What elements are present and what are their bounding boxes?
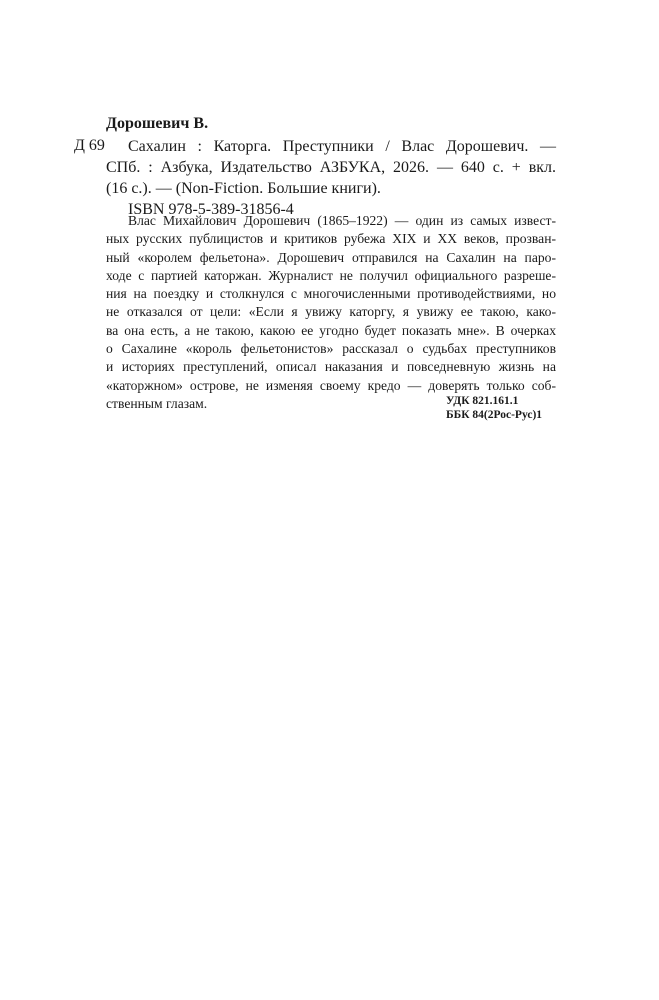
bibliographic-description [106,136,556,220]
annotation-line: не отказался от цели: «Если я увижу каторгу, я увижу ее такою, како- [106,304,556,320]
author-code: Д 69 [74,137,105,154]
annotation-line: «каторжном» острове, не изменяя своему кредо — доверять только соб- [106,377,556,393]
author-heading: Дорошевич В. [106,115,209,132]
bibliographic-line: Сахалин : Каторга. Преступники / Влас Дорошевич. — [128,138,556,155]
bibliographic-line: (16 с.). — (Non-Fiction. Большие книги). [106,180,381,197]
annotation-line: о Сахалине «король фельетонистов» рассказал о судьбах преступников [106,341,556,357]
annotation-line: ходе с партией каторжан. Журналист не получил официального разреше- [106,267,556,283]
annotation [106,212,556,413]
annotation-line: ва она есть, а не такою, какою ее угодно будет показать мне». В очерках [106,322,556,338]
annotation-line: ственным глазам. [106,395,208,411]
bbk-code: ББК 84(2Рос-Рус)1 [446,409,543,421]
annotation-line: ный «королем фельетона». Дорошевич отправился на Сахалин на паро- [106,249,556,265]
annotation-line: Влас Михайлович Дорошевич (1865–1922) — один из самых извест- [128,213,556,228]
bibliographic-line: СПб. : Азбука, Издательство АЗБУКА, 2026. — 640 с. + вкл. [106,159,556,176]
classification-codes [400,394,556,422]
annotation-line: и историях преступлений, описал наказания и повседневную жизнь на [106,359,556,375]
udk-code: УДК 821.161.1 [446,395,519,407]
isbn: ISBN 978-5-389-31856-4 [128,201,294,218]
annotation-line: ных русских публицистов и критиков рубежа XIX и XX веков, прозван- [106,231,556,247]
annotation-line: ния на поездку и столкнулся с многочисленными противодействиями, но [106,286,556,302]
